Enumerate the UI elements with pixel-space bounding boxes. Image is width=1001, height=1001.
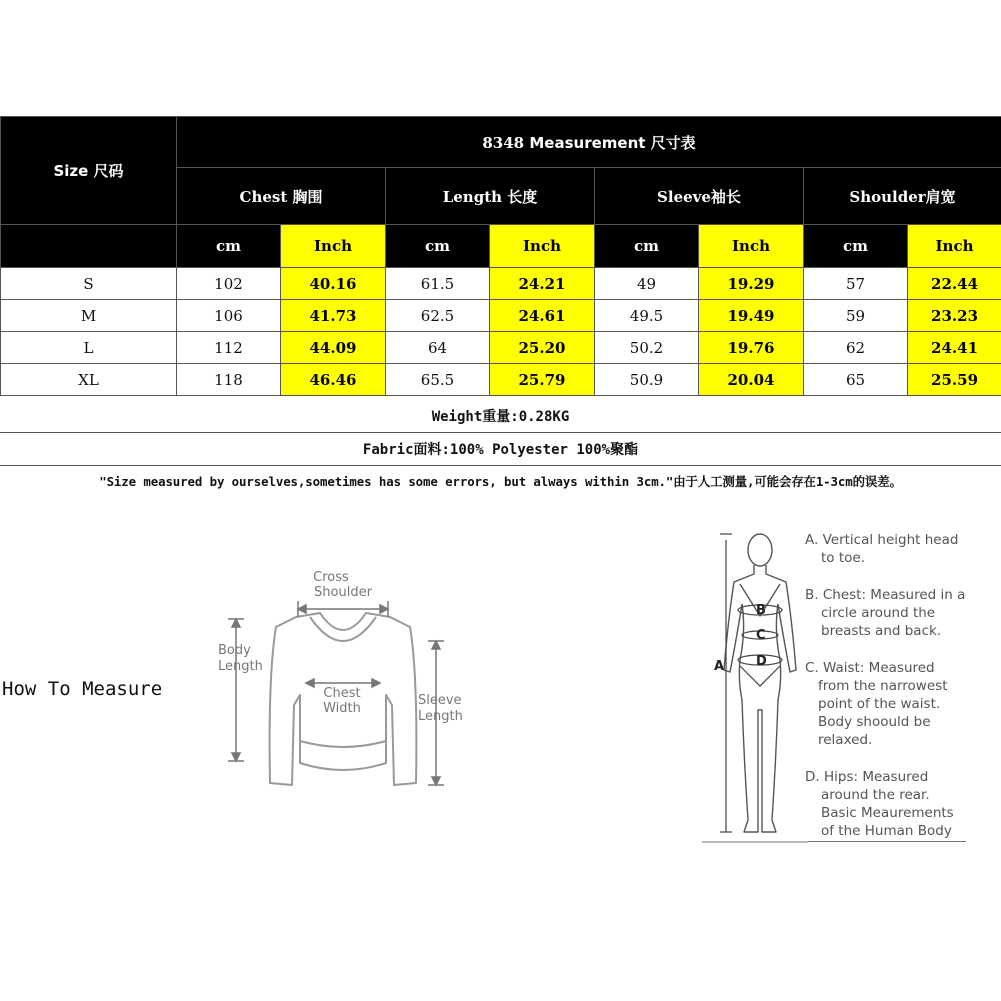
value-cell: 22.44: [908, 268, 1001, 300]
value-cell: 50.2: [595, 332, 699, 364]
size-chart-table: [0, 116, 1001, 396]
cross-shoulder-label: Shoulder: [314, 585, 372, 600]
size-header-spacer: [1, 225, 177, 268]
body-diagram: [700, 520, 810, 845]
desc-c: C. Waist: Measured from the narrowest point of the waist. Body shoould be relaxed.: [805, 660, 948, 748]
chest-header: Chest 胸围: [177, 168, 386, 225]
body-letter-d: D: [756, 654, 767, 669]
measurement-lines: [720, 534, 782, 832]
value-cell: 62.5: [386, 300, 490, 332]
unit-header: Inch: [699, 225, 804, 268]
value-cell: 57: [804, 268, 908, 300]
table-row: [1, 300, 1001, 332]
value-cell: 50.9: [595, 364, 699, 396]
value-cell: 24.21: [490, 268, 595, 300]
body-letter-a: A: [714, 659, 725, 674]
sleeve-length-label: Sleeve: [418, 693, 462, 708]
chest-width-label: Chest: [323, 686, 361, 701]
value-cell: 25.59: [908, 364, 1001, 396]
desc-a: A. Vertical height head to toe.: [805, 532, 959, 566]
ground-line-extension: [808, 841, 966, 842]
unit-header: cm: [804, 225, 908, 268]
value-cell: 102: [177, 268, 281, 300]
value-cell: 19.76: [699, 332, 804, 364]
value-cell: 24.61: [490, 300, 595, 332]
size-header: Size 尺码: [1, 117, 177, 225]
desc-d: D. Hips: Measured around the rear. Basic Meaurements of the Human Body: [805, 769, 954, 839]
size-cell: XL: [1, 364, 177, 396]
value-cell: 46.46: [281, 364, 386, 396]
value-cell: 23.23: [908, 300, 1001, 332]
value-cell: 19.29: [699, 268, 804, 300]
sleeve-length-label: Length: [418, 709, 463, 724]
body-letter-c: C: [756, 628, 766, 643]
unit-header: Inch: [908, 225, 1001, 268]
value-cell: 24.41: [908, 332, 1001, 364]
table-row: [1, 364, 1001, 396]
size-cell: S: [1, 268, 177, 300]
value-cell: 25.20: [490, 332, 595, 364]
human-body-icon: [724, 534, 796, 832]
measurement-note: "Size measured by ourselves,sometimes has some errors, but always within 3cm."由于人工测量,可能会存在1-3cm的误差。: [99, 474, 902, 489]
value-cell: 49: [595, 268, 699, 300]
table-row: [1, 332, 1001, 364]
body-length-arrow: [228, 619, 244, 761]
body-letter-b: B: [756, 603, 766, 618]
value-cell: 106: [177, 300, 281, 332]
sleeve-header: Sleeve袖长: [595, 168, 804, 225]
size-cell: M: [1, 300, 177, 332]
desc-b: B. Chest: Measured in a circle around the breasts and back.: [805, 587, 966, 639]
value-cell: 41.73: [281, 300, 386, 332]
cross-shoulder-label: Cross: [313, 570, 349, 585]
chest-width-label: Width: [323, 701, 361, 716]
value-cell: 59: [804, 300, 908, 332]
table-row: [1, 268, 1001, 300]
value-cell: 65: [804, 364, 908, 396]
body-length-label: Length: [218, 659, 263, 674]
value-cell: 44.09: [281, 332, 386, 364]
value-cell: 61.5: [386, 268, 490, 300]
fabric-info: Fabric面料:100% Polyester 100%聚酯: [0, 435, 1001, 466]
value-cell: 65.5: [386, 364, 490, 396]
unit-header: cm: [595, 225, 699, 268]
value-cell: 62: [804, 332, 908, 364]
value-cell: 118: [177, 364, 281, 396]
body-length-label: Body: [218, 643, 251, 658]
unit-header: Inch: [490, 225, 595, 268]
sweater-diagram: [200, 555, 480, 805]
shoulder-header: Shoulder肩宽: [804, 168, 1001, 225]
value-cell: 49.5: [595, 300, 699, 332]
unit-header: cm: [386, 225, 490, 268]
value-cell: 112: [177, 332, 281, 364]
value-cell: 64: [386, 332, 490, 364]
value-cell: 40.16: [281, 268, 386, 300]
value-cell: 19.49: [699, 300, 804, 332]
unit-header: Inch: [281, 225, 386, 268]
weight-info: Weight重量:0.28KG: [0, 402, 1001, 433]
table-title: 8348 Measurement 尺寸表: [177, 117, 1001, 168]
value-cell: 20.04: [699, 364, 804, 396]
size-cell: L: [1, 332, 177, 364]
value-cell: 25.79: [490, 364, 595, 396]
length-header: Length 长度: [386, 168, 595, 225]
unit-header: cm: [177, 225, 281, 268]
how-to-measure-label: How To Measure: [2, 678, 163, 700]
